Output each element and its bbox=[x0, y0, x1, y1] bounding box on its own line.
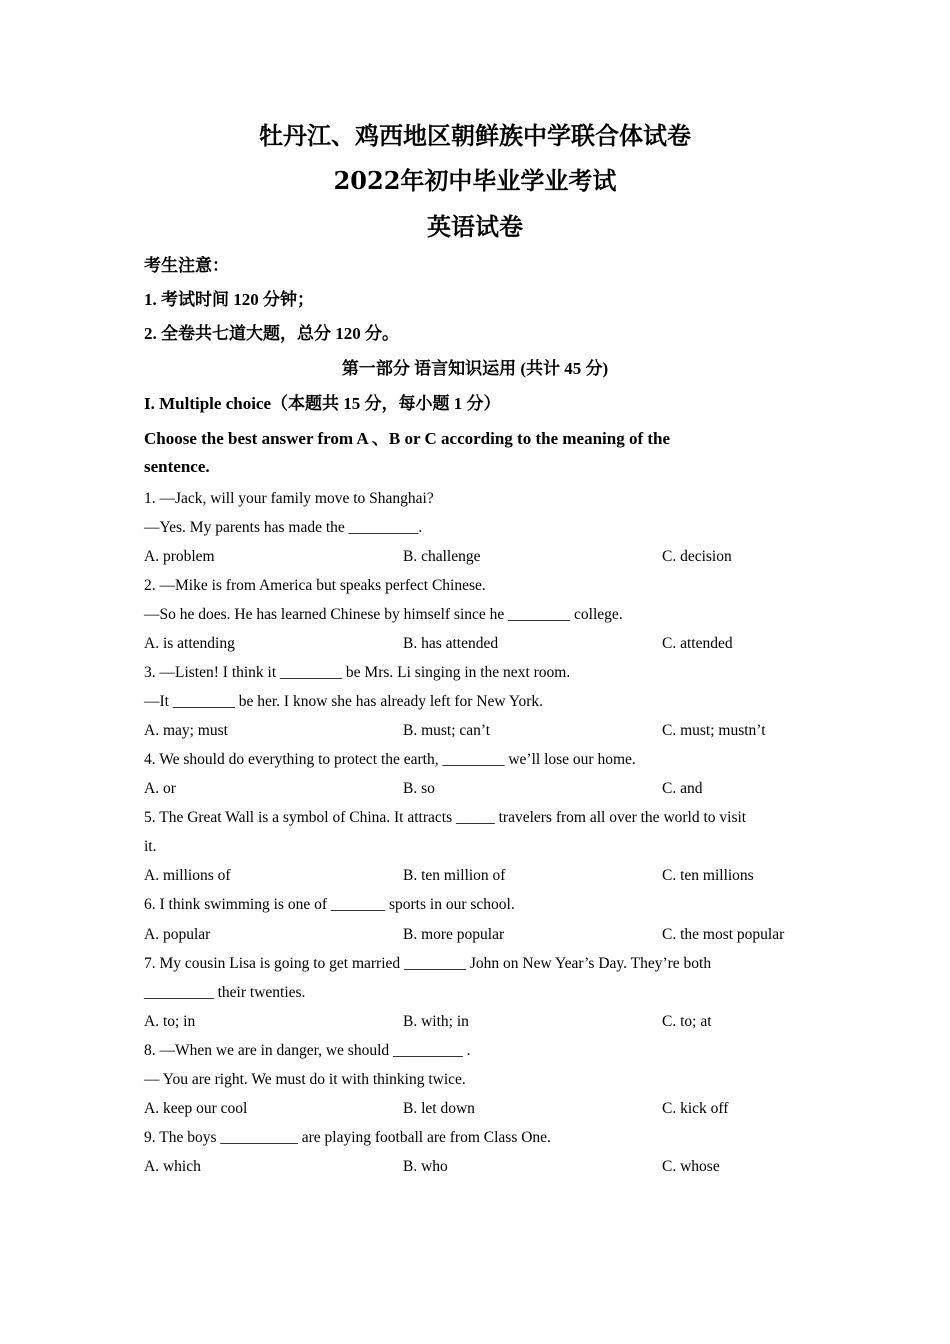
question-text: —Yes. My parents has made the _________. bbox=[144, 519, 423, 536]
question-text: 5. The Great Wall is a symbol of China. It attracts _____ travelers from all over the world to visit bbox=[144, 809, 747, 826]
question-text: 8. —When we are in danger, we should _________ . bbox=[144, 1042, 471, 1059]
option-b: B. must; can’t bbox=[403, 722, 491, 739]
option-b: B. with; in bbox=[403, 1013, 469, 1030]
question-text: 6. I think swimming is one of _______ sports in our school. bbox=[144, 896, 515, 913]
section-title: I. Multiple choice（本题共 15 分，每小题 1 分） bbox=[144, 394, 501, 413]
question-text: it. bbox=[144, 838, 157, 855]
option-c: C. whose bbox=[662, 1158, 720, 1175]
option-a: A. is attending bbox=[144, 635, 235, 652]
section-instruction: Choose the best answer from A 、B or C according to the meaning of the bbox=[144, 429, 671, 448]
subject-title: 英语试卷 bbox=[427, 212, 523, 241]
option-a: A. problem bbox=[144, 548, 215, 565]
option-a: A. or bbox=[144, 780, 176, 797]
section-instruction: sentence. bbox=[144, 457, 210, 476]
question-text: 9. The boys __________ are playing football are from Class One. bbox=[144, 1129, 551, 1146]
option-c: C. must; mustn’t bbox=[662, 722, 766, 739]
question-text: —It ________ be her. I know she has already left for New York. bbox=[144, 693, 544, 710]
question-text: _________ their twenties. bbox=[144, 984, 306, 1001]
question-text: 3. —Listen! I think it ________ be Mrs. Li singing in the next room. bbox=[144, 664, 571, 681]
option-b: B. so bbox=[403, 780, 435, 797]
option-a: A. millions of bbox=[144, 867, 231, 884]
option-b: B. ten million of bbox=[403, 867, 506, 884]
option-c: C. kick off bbox=[662, 1100, 729, 1117]
option-b: B. let down bbox=[403, 1100, 475, 1117]
option-a: A. to; in bbox=[144, 1013, 196, 1030]
option-c: C. to; at bbox=[662, 1013, 712, 1030]
option-b: B. who bbox=[403, 1158, 448, 1175]
question-text: 1. —Jack, will your family move to Shanghai? bbox=[144, 490, 434, 507]
option-b: B. challenge bbox=[403, 548, 481, 565]
option-b: B. has attended bbox=[403, 635, 499, 652]
option-a: A. popular bbox=[144, 926, 211, 943]
question-text: —So he does. He has learned Chinese by himself since he ________ college. bbox=[144, 606, 623, 623]
notice-item: 2. 全卷共七道大题，总分 120 分。 bbox=[144, 324, 399, 343]
option-c: C. ten millions bbox=[662, 867, 754, 884]
option-a: A. may; must bbox=[144, 722, 228, 739]
exam-title: 牡丹江、鸡西地区朝鲜族中学联合体试卷 bbox=[259, 121, 691, 150]
option-c: C. decision bbox=[662, 548, 732, 565]
question-text: — You are right. We must do it with thinking twice. bbox=[144, 1071, 466, 1088]
notice-heading: 考生注意： bbox=[144, 256, 229, 275]
option-a: A. which bbox=[144, 1158, 201, 1175]
question-text: 4. We should do everything to protect the earth, ________ we’ll lose our home. bbox=[144, 751, 636, 768]
part-heading: 第一部分 语言知识运用 (共计 45 分) bbox=[341, 359, 609, 378]
option-a: A. keep our cool bbox=[144, 1100, 248, 1117]
option-c: C. the most popular bbox=[662, 926, 785, 943]
option-b: B. more popular bbox=[403, 926, 505, 943]
option-c: C. and bbox=[662, 780, 703, 797]
question-text: 2. —Mike is from America but speaks perfect Chinese. bbox=[144, 577, 486, 594]
exam-subtitle: 2022年初中毕业学业考试 bbox=[333, 166, 617, 195]
question-text: 7. My cousin Lisa is going to get married ________ John on New Year’s Day. They’re both bbox=[144, 955, 712, 972]
notice-item: 1. 考试时间 120 分钟； bbox=[144, 290, 314, 309]
option-c: C. attended bbox=[662, 635, 733, 652]
